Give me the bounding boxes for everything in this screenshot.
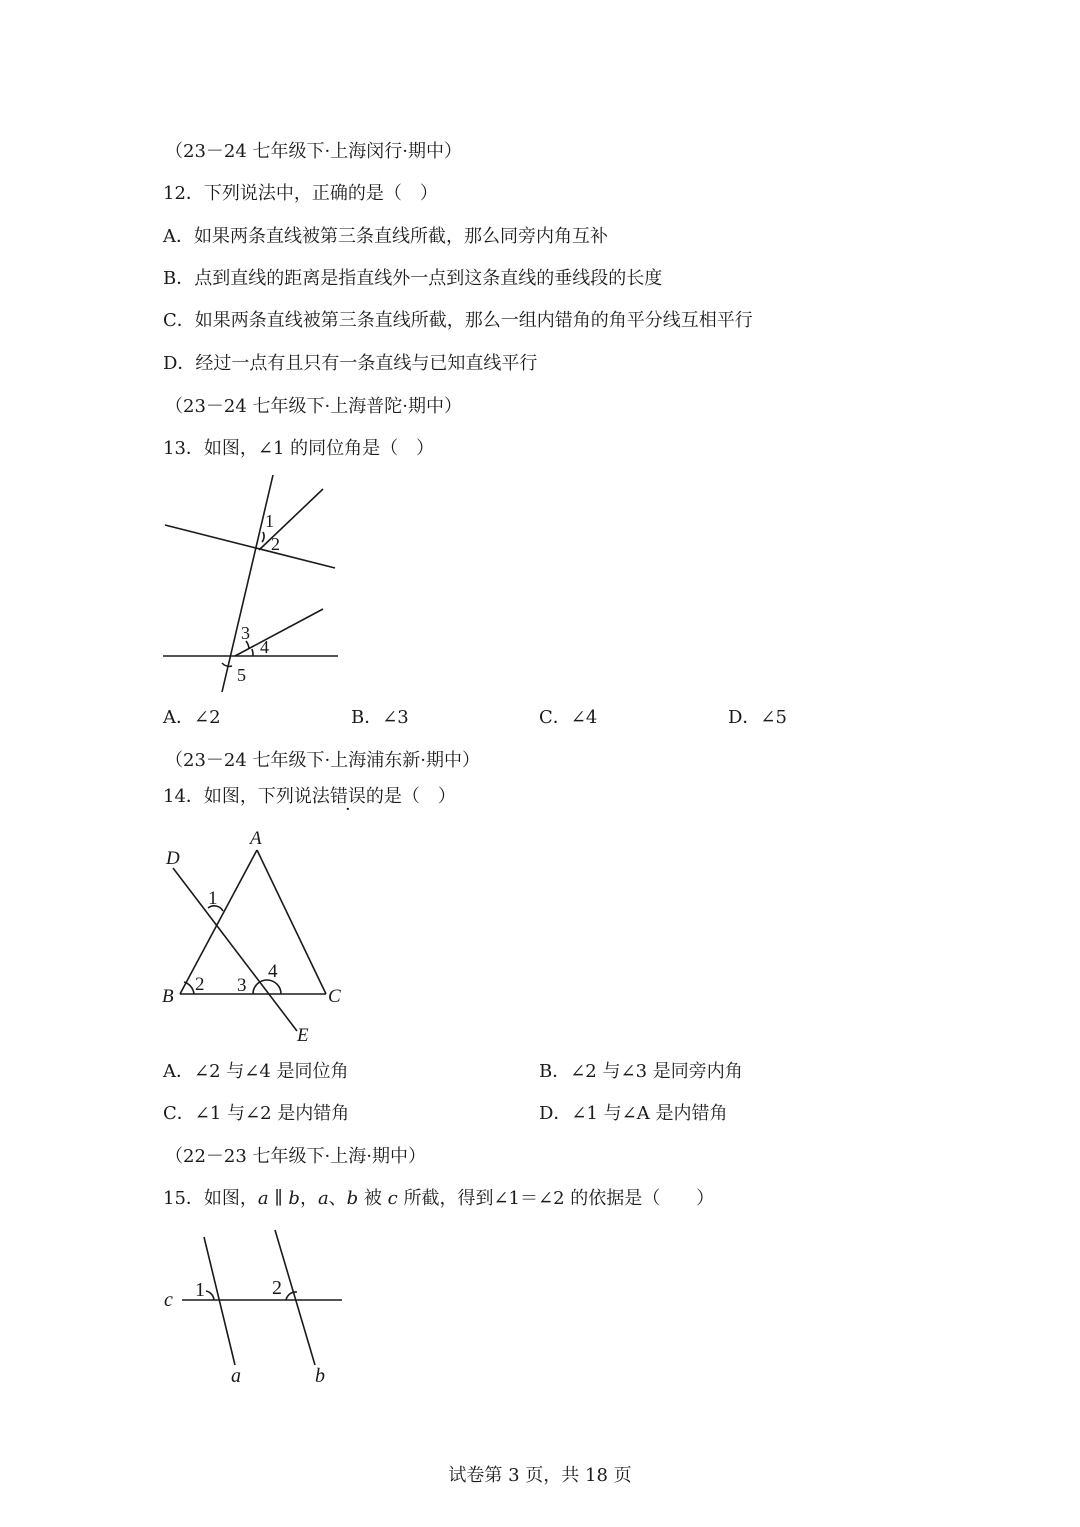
q14-stem-prefix: 14．如图，下列说法 (163, 786, 330, 807)
q14-point-a: A (250, 828, 262, 849)
q15-stem-var-a2: a (317, 1188, 329, 1209)
q14-point-d: D (166, 848, 180, 869)
q14-label-4: 4 (268, 961, 278, 982)
q13-source: （23－24 七年级下·上海普陀·期中） (165, 396, 462, 417)
q14-point-e: E (297, 1025, 309, 1046)
q14-point-c: C (328, 986, 341, 1007)
q15-stem-by: 被 (358, 1188, 388, 1209)
q15-line-a: a (231, 1365, 241, 1387)
q15-line-c: c (164, 1289, 173, 1311)
q12-stem: 12．下列说法中，正确的是（ ） (163, 183, 438, 204)
q12-source: （23－24 七年级下·上海闵行·期中） (165, 141, 462, 162)
q12-option-b: B．点到直线的距离是指直线外一点到这条直线的垂线段的长度 (163, 268, 663, 289)
q13-option-c: C．∠4 (539, 707, 598, 728)
q14-option-c: C．∠1 与∠2 是内错角 (163, 1103, 350, 1124)
page-footer: 试卷第 3 页，共 18 页 (448, 1465, 632, 1486)
q12-option-a: A．如果两条直线被第三条直线所截，那么同旁内角互补 (163, 226, 608, 247)
q15-stem-parallel: ∥ (268, 1188, 289, 1209)
q12-option-d: D．经过一点有且只有一条直线与已知直线平行 (163, 353, 538, 374)
q14-option-b: B．∠2 与∠3 是同旁内角 (539, 1061, 743, 1082)
q13-label-5: 5 (237, 665, 246, 685)
q15-stem-var-b2: b (346, 1188, 359, 1209)
q14-label-2: 2 (195, 974, 205, 995)
q15-label-1: 1 (195, 1279, 205, 1301)
q15-stem-var-b: b (288, 1188, 300, 1209)
q13-label-4: 4 (260, 637, 269, 657)
q13-figure (150, 470, 350, 704)
q13-option-d: D．∠5 (728, 707, 787, 728)
q13-option-a: A．∠2 (163, 707, 221, 728)
q15-stem-suffix: 所截，得到∠1＝∠2 的依据是（ ） (397, 1188, 715, 1209)
q12-option-c: C．如果两条直线被第三条直线所截，那么一组内错角的角平分线互相平行 (163, 310, 753, 331)
q14-label-3: 3 (237, 975, 247, 996)
q13-label-2: 2 (271, 534, 280, 554)
q15-line-b: b (315, 1365, 325, 1387)
q13-label-1: 1 (265, 511, 274, 531)
q14-label-1: 1 (208, 888, 218, 909)
q14-stem-suffix: 的是（ ） (365, 786, 456, 807)
q13-label-3: 3 (241, 623, 250, 643)
q14-option-d: D．∠1 与∠A 是内错角 (539, 1103, 728, 1124)
q14-point-b: B (162, 986, 174, 1007)
q15-stem-prefix: 15．如图， (163, 1188, 258, 1209)
q15-stem-var-c: c (387, 1188, 398, 1209)
q15-stem-sep: 、 (328, 1188, 347, 1209)
q15-label-2: 2 (272, 1277, 282, 1299)
q14-stem-emphasis: 错误 (329, 786, 366, 807)
q15-source: （22－23 七年级下·上海·期中） (165, 1146, 426, 1167)
q15-stem-comma: ， (299, 1188, 318, 1209)
q14-figure (150, 820, 360, 1059)
q15-figure (150, 1225, 360, 1399)
q13-option-b: B．∠3 (351, 707, 409, 728)
q14-source: （23－24 七年级下·上海浦东新·期中） (165, 750, 480, 771)
q14-stem (163, 785, 456, 809)
q13-stem: 13．如图，∠1 的同位角是（ ） (163, 438, 435, 459)
q15-stem (163, 1187, 714, 1211)
q15-stem-var-a: a (257, 1188, 269, 1209)
q14-option-a: A．∠2 与∠4 是同位角 (163, 1061, 349, 1082)
